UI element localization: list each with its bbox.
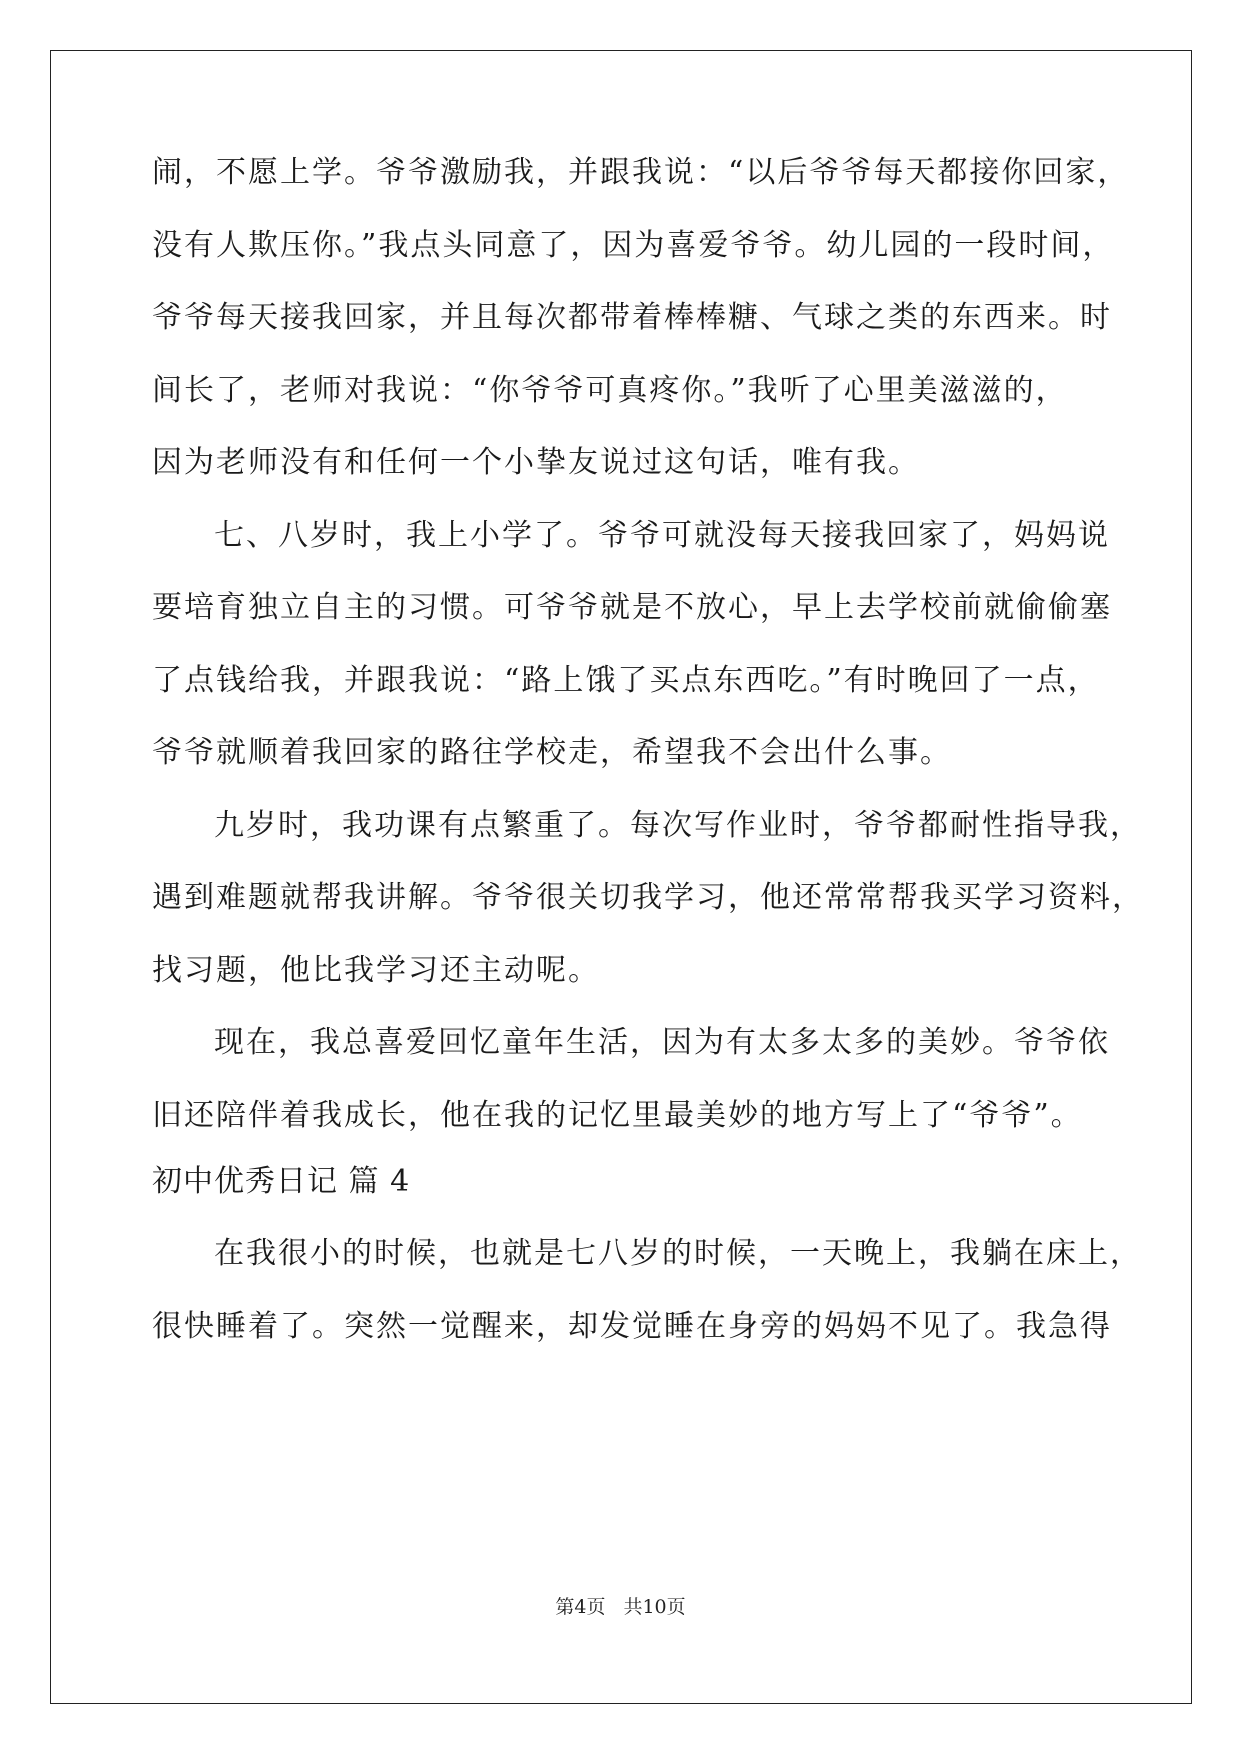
text-line: 找习题，他比我学习还主动呢。 [152,953,600,988]
text-line: 没有人欺压你。”我点头同意了，因为喜爱爷爷。幼儿园的一段时间， [152,228,1115,263]
text-line: 很快睡着了。突然一觉醒来，却发觉睡在身旁的妈妈不见了。我急得 [152,1309,1112,1344]
text-line: 旧还陪伴着我成长，他在我的记忆里最美妙的地方写上了“爷爷”。 [152,1098,1083,1133]
text-line: 间长了，老师对我说：“你爷爷可真疼你。”我听了心里美滋滋的， [152,373,1068,408]
text-line: 爷爷就顺着我回家的路往学校走，希望我不会出什么事。 [152,735,952,770]
text-line: 了点钱给我，并跟我说：“路上饿了买点东西吃。”有时晚回了一点， [152,663,1100,698]
text-line: 爷爷每天接我回家，并且每次都带着棒棒糖、气球之类的东西来。时 [152,300,1112,335]
section-heading: 初中优秀日记 篇 4 [152,1164,411,1199]
text-line: 闹，不愿上学。爷爷激励我，并跟我说：“以后爷爷每天都接你回家， [152,155,1130,190]
paragraph-first-line: 现在，我总喜爱回忆童年生活，因为有太多太多的美妙。爷爷依 [214,1025,1110,1060]
text-line: 因为老师没有和任何一个小挚友说过这句话，唯有我。 [152,445,920,480]
paragraph-first-line: 九岁时，我功课有点繁重了。每次写作业时，爷爷都耐性指导我， [214,808,1142,843]
paragraph-first-line: 七、八岁时，我上小学了。爷爷可就没每天接我回家了，妈妈说 [214,518,1110,553]
page-footer [0,1592,1241,1619]
page-number: 第4页 [555,1596,606,1618]
page-total: 共10页 [623,1596,686,1618]
text-line: 遇到难题就帮我讲解。爷爷很关切我学习，他还常常帮我买学习资料， [152,880,1144,915]
paragraph-first-line: 在我很小的时候，也就是七八岁的时候，一天晚上，我躺在床上， [214,1236,1142,1271]
text-line: 要培育独立自主的习惯。可爷爷就是不放心，早上去学校前就偷偷塞 [152,590,1112,625]
